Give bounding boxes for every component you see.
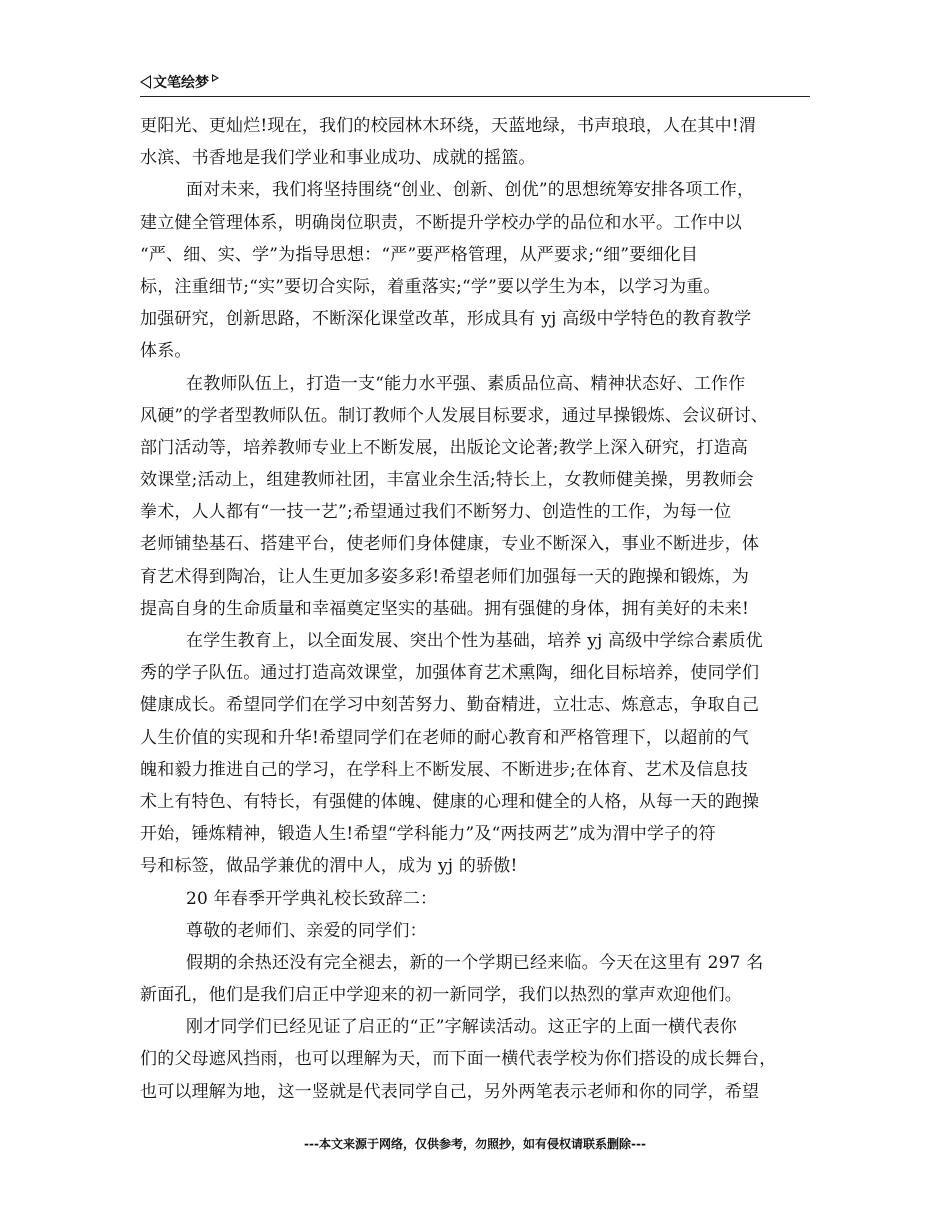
text-line: 魄和毅力推进自己的学习，在学科上不断发展、不断进步;在体育、艺术及信息技	[140, 759, 748, 780]
text-line: 号和标签，做品学兼优的渭中人，成为 yj 的骄傲!	[140, 856, 518, 877]
text-line: 提高自身的生命质量和幸福奠定坚实的基础。拥有强健的身体，拥有美好的未来!	[140, 598, 750, 619]
text-line: 在教师队伍上，打造一支“能力水平强、素质品位高、精神状态好、工作作	[186, 373, 746, 394]
text-line: 秀的学子队伍。通过打造高效课堂，加强体育艺术熏陶，细化目标培养，使同学们	[140, 663, 760, 684]
left-triangle-icon	[140, 75, 151, 89]
text-line: 水滨、书香地是我们学业和事业成功、成就的摇篮。	[140, 148, 536, 169]
text-line: 面对未来，我们将坚持围绕“创业、创新、创优”的思想统筹安排各项工作，	[186, 180, 755, 201]
text-line: 建立健全管理体系，明确岗位职责，不断提升学校办学的品位和水平。工作中以	[140, 212, 742, 233]
footer-disclaimer: ---本文来源于网络，仅供参考，勿照抄，如有侵权请联系删除---	[304, 1137, 646, 1151]
right-triangle-icon	[212, 74, 219, 82]
text-line: 体系。	[140, 341, 192, 362]
text-line: 效课堂;活动上，组建教师社团，丰富业余生活;特长上，女教师健美操，男教师会	[140, 470, 754, 491]
text-line: 开始，锤炼精神，锻造人生!希望“学科能力”及“两技两艺”成为渭中学子的符	[140, 824, 716, 845]
text-line: 也可以理解为地，这一竖就是代表同学自己，另外两笔表示老师和你的同学，希望	[140, 1081, 760, 1102]
text-line: “严、细、实、学”为指导思想：“严”要严格管理，从严要求;“细”要细化目	[140, 244, 699, 265]
text-line: 更阳光、更灿烂!现在，我们的校园林木环绕，天蓝地绿，书声琅琅，人在其中!渭	[140, 116, 757, 136]
text-line: 老师铺垫基石、搭建平台，使老师们身体健康，专业不断深入，事业不断进步，体	[140, 534, 760, 555]
text-line: 术上有特色、有特长，有强健的体魄、健康的心理和健全的人格，从每一天的跑操	[140, 791, 760, 812]
text-line: 20 年春季开学典礼校长致辞二：	[186, 888, 438, 909]
text-line: 拳术，人人都有“一技一艺”;希望通过我们不断努力、创造性的工作，为每一位	[140, 502, 732, 523]
text-line: 部门活动等，培养教师专业上不断发展，出版论文论著;教学上深入研究，打造高	[140, 437, 748, 458]
text-line: 在学生教育上，以全面发展、突出个性为基础，培养 yj 高级中学综合素质优	[186, 631, 763, 651]
header-title: 文笔绘梦	[153, 75, 209, 91]
text-line: 尊敬的老师们、亲爱的同学们：	[186, 920, 427, 941]
text-line: 加强研究，创新思路，不断深化课堂改革，形成具有 yj 高级中学特色的教育教学	[140, 309, 752, 330]
text-line: 假期的余热还没有完全褪去，新的一个学期已经来临。今天在这里有 297 名	[186, 952, 764, 973]
text-line: 健康成长。希望同学们在学习中刻苦努力、勤奋精进，立壮志、炼意志，争取自己	[140, 695, 760, 716]
document-body	[140, 110, 820, 1108]
text-line: 标，注重细节;“实”要切合实际，着重落实;“学”要以学生为本，以学习为重。	[140, 276, 721, 297]
header-title-group	[140, 72, 219, 92]
text-line: 新面孔，他们是我们启正中学迎来的初一新同学，我们以热烈的掌声欢迎他们。	[140, 985, 742, 1006]
text-line: 风硬”的学者型教师队伍。制订教师个人发展目标要求，通过早操锻炼、会议研讨、	[140, 405, 769, 426]
text-line: 刚才同学们已经见证了启正的“正”字解读活动。这正字的上面一横代表你	[186, 1017, 737, 1038]
text-line: 们的父母遮风挡雨，也可以理解为天，而下面一横代表学校为你们搭设的成长舞台，	[140, 1049, 777, 1070]
text-line: 人生价值的实现和升华!希望同学们在老师的耐心教育和严格管理下，以超前的气	[140, 727, 750, 748]
page-header	[140, 70, 810, 97]
text-line: 育艺术得到陶冶，让人生更加多姿多彩!希望老师们加强每一天的跑操和锻炼，为	[140, 566, 750, 587]
